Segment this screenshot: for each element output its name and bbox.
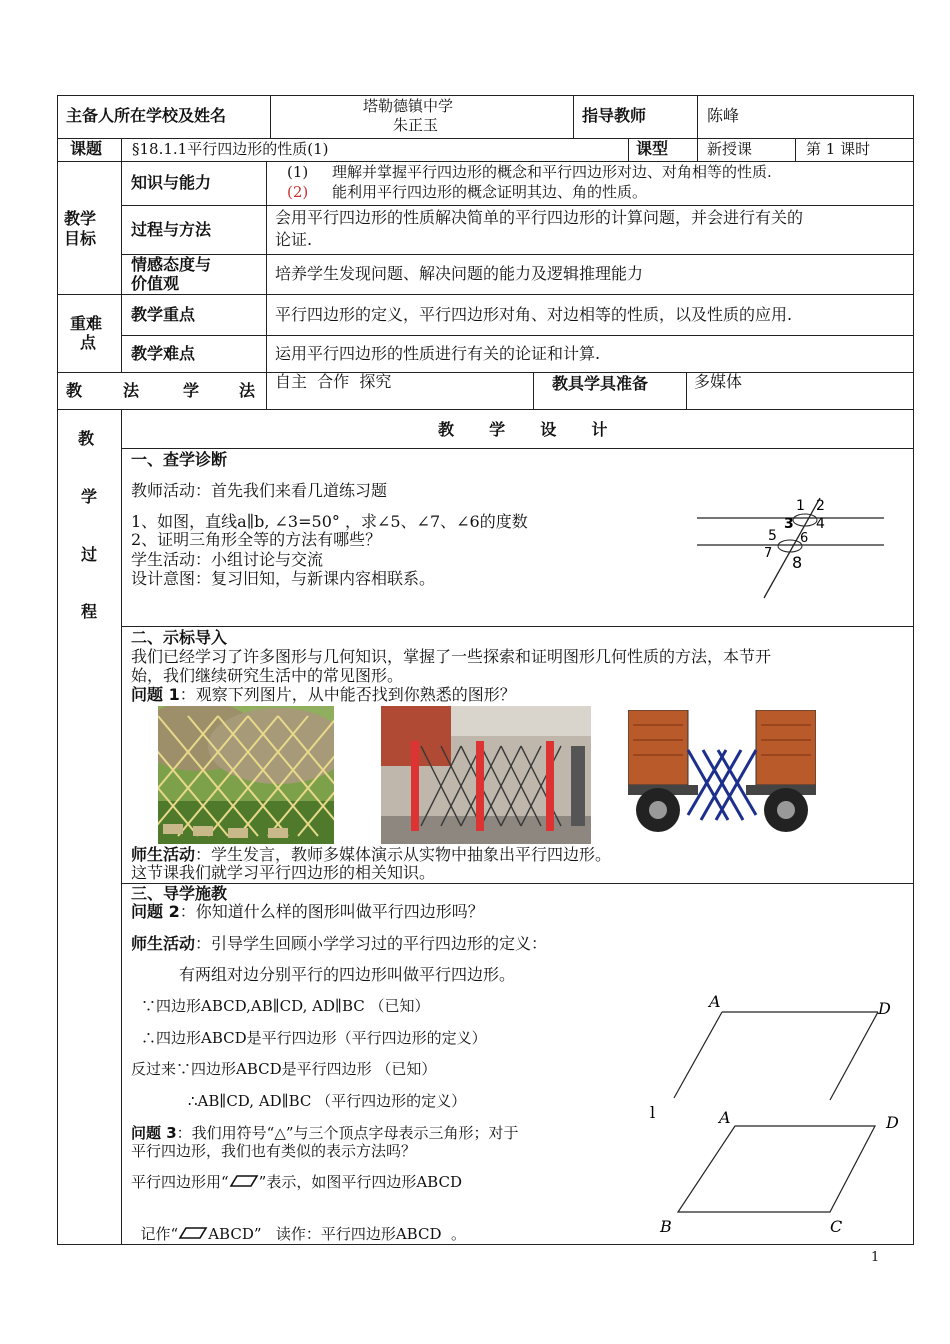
difficulty-label: 教学难点: [131, 344, 196, 363]
parallel-lines-figure: [692, 490, 892, 605]
notation-pre: 平行四边形用“: [131, 1173, 229, 1191]
proof-line-1: ∵四边形ABCD,AB∥CD, AD∥BC （已知）: [141, 997, 430, 1015]
written-pre: 记作“: [140, 1225, 179, 1243]
section1-student: 学生活动：小组讨论与交流: [131, 550, 324, 569]
process-line-1: 会用平行四边形的性质解决简单的平行四边形的计算问题，并会进行有关的: [275, 208, 804, 227]
section3-question2: [131, 903, 484, 921]
col-divider: [795, 138, 796, 161]
period-value: 第 1 课时: [806, 140, 871, 158]
design-title: 教 学 设 计: [438, 420, 616, 439]
question2-label: 问题 2: [131, 902, 180, 921]
col-divider: [533, 372, 534, 409]
section2-p3: 这节课我们就学习平行四边形的相关知识。: [131, 863, 436, 882]
activity2-text: ：引导学生回顾小学学习过的平行四边形的定义：: [195, 934, 548, 953]
process-char: 程: [81, 602, 98, 621]
folding-gate-photo: [381, 706, 591, 844]
advisor-name: 陈峰: [707, 106, 740, 125]
row-divider: [57, 409, 914, 410]
row-divider: [121, 626, 914, 627]
attitude-label-2: 价值观: [131, 274, 180, 293]
col-divider: [697, 95, 698, 138]
col-divider: [573, 95, 574, 138]
parallelogram-lines-figure: [650, 990, 910, 1240]
section1-q2: 2、证明三角形全等的方法有哪些？: [131, 530, 382, 549]
question3-label: 问题 3: [131, 1124, 177, 1142]
row-divider: [121, 335, 914, 336]
question-label: 问题 1: [131, 685, 180, 704]
col-divider: [266, 372, 267, 409]
author-name: 朱正玉: [393, 116, 439, 134]
advisor-label: 指导教师: [582, 106, 647, 125]
author-label: 主备人所在学校及姓名: [66, 106, 227, 125]
section1-intent: 设计意图：复习旧知，与新课内容相联系。: [131, 569, 436, 588]
type-label: 课型: [636, 139, 669, 158]
proof-line-2: ∴四边形ABCD是平行四边形（平行四边形的定义）: [141, 1029, 487, 1047]
knowledge-2: 能利用平行四边形的概念证明其边、角的性质。: [332, 183, 648, 201]
section1-q1: 1、如图，直线a∥b, ∠3=50° ，求∠5、∠7、∠6的度数: [131, 512, 528, 531]
col-divider: [266, 161, 267, 372]
col-divider: [686, 372, 687, 409]
angle-label: 1: [796, 498, 805, 514]
knowledge-1: 理解并掌握平行四边形的概念和平行四边形对边、对角相等的性质.: [332, 163, 772, 181]
col-divider: [270, 95, 271, 138]
question3-text-2: 平行四边形，我们也有类似的表示方法吗？: [131, 1142, 417, 1160]
question2-text: ：你知道什么样的图形叫做平行四边形吗？: [179, 902, 484, 921]
vertex-label: B: [660, 1217, 672, 1236]
section2-p2: 始，我们继续研究生活中的常见图形。: [131, 666, 404, 685]
school-name: 塔勒德镇中学: [363, 97, 454, 115]
stray-mark: l: [650, 1103, 656, 1122]
method-char: 法: [123, 381, 140, 400]
vertex-label: D: [886, 1113, 899, 1132]
definition: 有两组对边分别平行的四边形叫做平行四边形。: [179, 965, 516, 984]
attitude-value: 培养学生发现问题、解决问题的能力及逻辑推理能力: [275, 264, 644, 283]
activity-text: ：学生发言，教师多媒体演示从实物中抽象出平行四边形。: [195, 845, 612, 864]
section2-title: 二、示标导入: [131, 628, 228, 647]
tools-label: 教具学具准备: [552, 374, 649, 393]
col-divider: [628, 138, 629, 161]
process-char: 教: [78, 429, 95, 448]
tools-value: 多媒体: [694, 372, 743, 391]
focus-value: 平行四边形的定义，平行四边形对角、对边相等的性质，以及性质的应用.: [275, 305, 793, 324]
notation-line: [131, 1173, 462, 1191]
angle-label: 7: [764, 546, 773, 561]
angle-label: 6: [800, 531, 809, 546]
attitude-label-1: 情感态度与: [131, 255, 212, 274]
knowledge-1-num: (1): [287, 163, 309, 181]
row-divider: [57, 161, 914, 162]
topic-label: 课题: [70, 139, 103, 158]
truck-lattice-illustration: [628, 710, 816, 840]
vertex-label: A: [709, 992, 721, 1011]
topic-value: §18.1.1平行四边形的性质(1): [132, 140, 329, 158]
process-char: 过: [81, 545, 98, 564]
section3-question3: [131, 1124, 519, 1142]
proof-line-4: ∴AB∥CD, AD∥BC （平行四边形的定义）: [188, 1092, 467, 1110]
knowledge-2-num: (2): [287, 183, 309, 201]
section2-question: [131, 686, 516, 704]
focus-label: 教学重点: [131, 305, 196, 324]
parallelogram-symbol-icon: [229, 1174, 259, 1188]
notation-post: ”表示，如图平行四边形ABCD: [258, 1173, 462, 1191]
bamboo-fence-photo: [158, 706, 334, 844]
angle-label: 3: [784, 516, 794, 532]
angle-label: 2: [816, 498, 825, 514]
question3-text: ：我们用符号“△”与三个顶点字母表示三角形；对于: [176, 1124, 519, 1142]
section1-teacher: 教师活动：首先我们来看几道练习题: [131, 481, 388, 500]
process-line-2: 论证.: [275, 230, 313, 249]
question-text: ：观察下列图片，从中能否找到你熟悉的图形？: [179, 685, 516, 704]
section1-title: 一、查学诊断: [131, 450, 228, 469]
row-divider: [121, 883, 914, 884]
goals-label: 教学目标: [64, 209, 97, 248]
key-label-1: 重难: [70, 314, 103, 333]
vertex-label: D: [878, 999, 891, 1018]
type-value: 新授课: [707, 140, 753, 158]
section3-activity: [131, 935, 547, 953]
section2-activity: [131, 846, 611, 864]
method-char: 教: [66, 381, 83, 400]
method-value: 自主 合作 探究: [275, 372, 392, 391]
written-post: ABCD” 读作：平行四边形ABCD 。: [208, 1225, 467, 1243]
method-char: 学: [183, 381, 200, 400]
row-divider: [57, 294, 914, 295]
knowledge-label: 知识与能力: [131, 173, 212, 192]
row-divider: [121, 205, 914, 206]
angle-label: 5: [768, 528, 777, 544]
col-divider: [121, 161, 122, 372]
written-as-line: [131, 1207, 466, 1243]
col-divider: [697, 138, 698, 161]
section2-p1: 我们已经学习了许多图形与几何知识，掌握了一些探索和证明图形几何性质的方法，本节开: [131, 647, 772, 666]
vertex-label: C: [830, 1217, 843, 1236]
col-divider: [121, 409, 122, 1245]
parallelogram-symbol-icon: [178, 1226, 208, 1240]
row-divider: [57, 372, 914, 373]
angle-label: 4: [816, 516, 825, 532]
activity-label: 师生活动: [131, 845, 196, 864]
row-divider: [121, 448, 914, 449]
page-number: 1: [871, 1250, 880, 1265]
proof-line-3: 反过来∵四边形ABCD是平行四边形 （已知）: [131, 1060, 437, 1078]
col-divider: [121, 138, 122, 161]
row-divider: [57, 138, 914, 139]
difficulty-value: 运用平行四边形的性质进行有关的论证和计算.: [275, 344, 601, 363]
row-divider: [121, 254, 914, 255]
angle-label: 8: [792, 553, 803, 572]
key-label-2: 点: [80, 333, 97, 352]
activity2-label: 师生活动: [131, 934, 196, 953]
method-char: 法: [239, 381, 256, 400]
process-label: 过程与方法: [131, 220, 212, 239]
section3-title: 三、导学施教: [131, 884, 228, 903]
vertex-label: A: [719, 1108, 731, 1127]
process-char: 学: [81, 487, 98, 506]
